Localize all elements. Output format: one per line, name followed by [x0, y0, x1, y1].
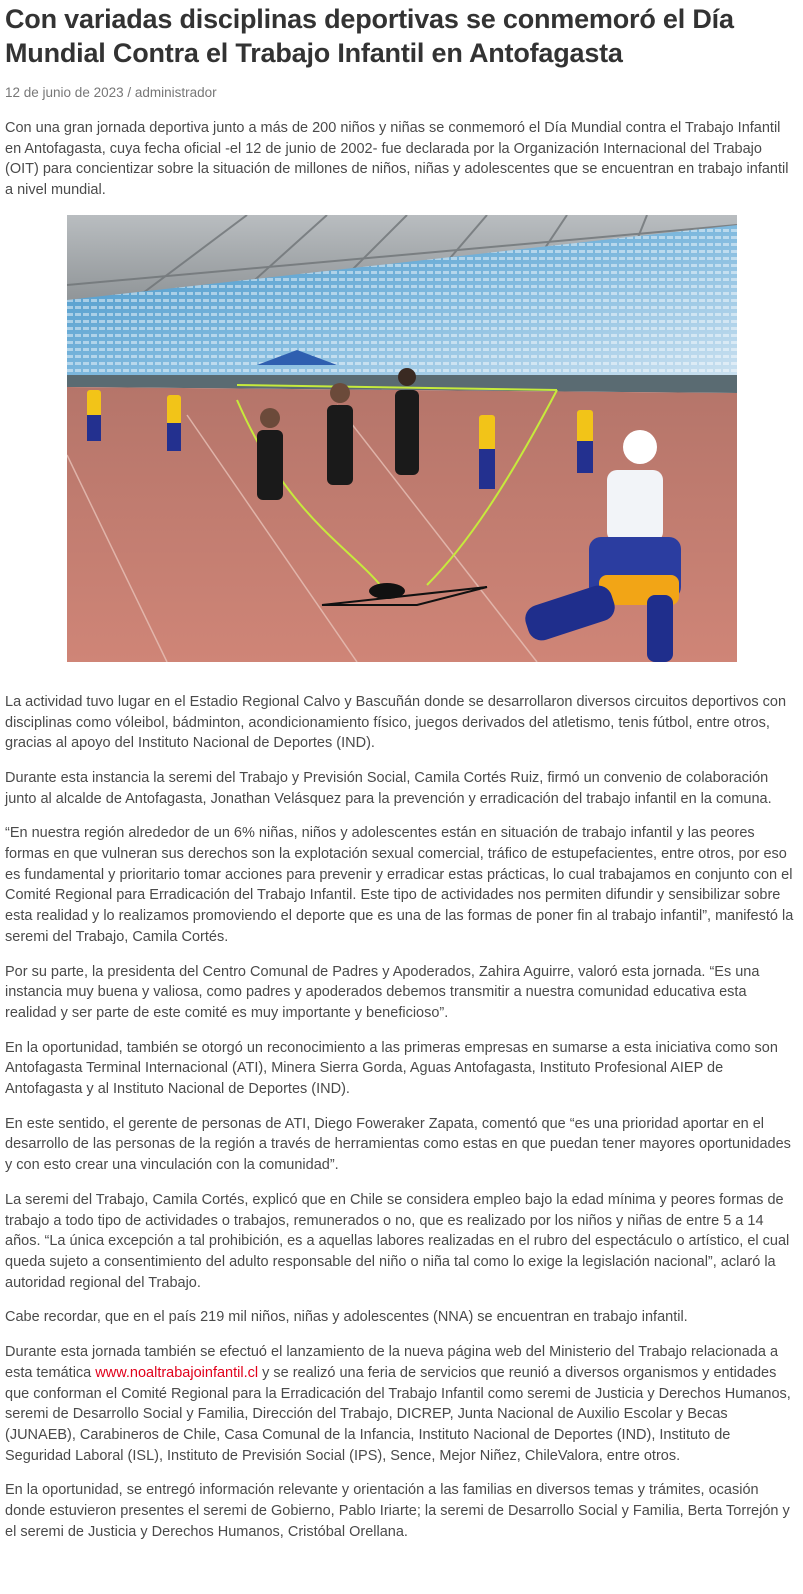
body-paragraph: La actividad tuvo lugar en el Estadio Regional Calvo y Bascuñán donde se desarrollaron diversos circuitos deportivos con disciplinas como vóleibol, bádminton, acondicionamiento físico, juegos derivados del atletismo, tenis fútbol, entre otros, gracias al apoyo del Instituto Nacional de Deportes (IND).: [5, 693, 787, 752]
link-paragraph-before: Durante esta jornada también se efectuó el lanzamiento de la nueva página web del Ministerio del Trabajo relacionada a esta temática: [5, 1344, 779, 1381]
meta-separator: /: [123, 85, 135, 100]
article: [0, 2, 803, 1542]
post-author-link[interactable]: administrador: [134, 85, 217, 100]
body-paragraph: Durante esta instancia la seremi del Trabajo y Previsión Social, Camila Cortés Ruiz, firmó un convenio de colaboración junto al alcalde de Antofagasta, Jonathan Velásquez para la prevención y erradicación del trabajo infantil en la comuna.: [5, 769, 772, 807]
intro-paragraph: Con una gran jornada deportiva junto a más de 200 niños y niñas se conmemoró el Día Mundial contra el Trabajo Infantil en Antofagasta, cuya fecha oficial -el 12 de junio de 2002- fue declarada por la Organización Internacional del Trabajo (OIT) para concientizar sobre la situación de millones de niños, niñas y adolescentes que se encuentran en trabajo infantil a nivel mundial.: [5, 120, 789, 199]
body-paragraph: En este sentido, el gerente de personas de ATI, Diego Foweraker Zapata, comentó que “es una prioridad aportar en el desarrollo de las personas de la región a través de herramientas como estas en que puedan tener mayores oportunidades y con esto crear una vinculación con la comunidad”.: [5, 1115, 791, 1174]
body-paragraph: Por su parte, la presidenta del Centro Comunal de Padres y Apoderados, Zahira Aguirre, valoró esta jornada. “Es una instancia muy buena y valiosa, como padres y apoderados debemos transmitir a nuestra comunidad educativa esta realidad y ser parte de este comité es muy importante y beneficioso”.: [5, 963, 760, 1021]
body-paragraph: “En nuestra región alrededor de un 6% niñas, niños y adolescentes están en situación de trabajo infantil y las peores formas en que vulneran sus derechos son la explotación sexual comercial, tráfico de estupefacientes, entre otros, por eso es fundamental y prioritario tomar acciones para prevenir y erradicar estas prácticas, lo cual trabajamos en conjunto con el Comité Regional para Erradicación del Trabajo Infantil. Este tipo de actividades nos permiten difundir y sensibilizar sobre esta realidad y lo realizamos promoviendo el deporte que es una de las formas de poner fin al trabajo infantil”, manifestó la seremi del Trabajo, Camila Cortés.: [5, 825, 794, 945]
body-paragraph: En la oportunidad, también se otorgó un reconocimiento a las primeras empresas en sumarse a esta iniciativa como son Antofagasta Terminal Internacional (ATI), Minera Sierra Gorda, Aguas Antofagasta, Instituto Profesional AIEP de Antofagasta y al Instituto Nacional de Deportes (IND).: [5, 1039, 778, 1098]
post-date-link[interactable]: 12 de junio de 2023: [5, 85, 124, 100]
body-paragraph: Cabe recordar, que en el país 219 mil niños, niñas y adolescentes (NNA) se encuentran en trabajo infantil.: [5, 1309, 688, 1326]
post-meta: [5, 84, 798, 102]
article-title: Con variadas disciplinas deportivas se conmemoró el Día Mundial Contra el Trabajo Infantil en Antofagasta: [5, 4, 734, 68]
body-paragraph-with-link: [5, 1342, 798, 1466]
closing-paragraph: En la oportunidad, se entregó información relevante y orientación a las familias en diversos temas y trámites, ocasión donde estuvieron presentes el seremi de Gobierno, Pablo Iriarte; la seremi de Desarrollo Social y Familia, Berta Torrejón y el seremi de Justicia y Derechos Humanos, Cristóbal Orellana.: [5, 1482, 790, 1540]
link-paragraph-after: y se realizó una feria de servicios que reunió a diversos organismos y entidades que conforman el Comité Regional para la Erradicación del Trabajo Infantil como seremi de Justicia y Derechos Humanos, seremi de Desarrollo Social y Familia, Dirección del Trabajo, DICREP, Junta Nacional de Auxilio Escolar y Becas (JUNAEB), Carabineros de Chile, Casa Comunal de la Infancia, Instituto Nacional de Deportes (IND), Instituto de Seguridad Laboral (ISL), Instituto de Previsión Social (IPS), Sence, Mejor Niñez, ChileValora, entre otros.: [5, 1364, 791, 1464]
article-photo: [67, 215, 737, 662]
body-paragraph: La seremi del Trabajo, Camila Cortés, explicó que en Chile se considera empleo bajo la edad mínima y peores formas de trabajo a todo tipo de actividades o trabajos, remunerados o no, que es realizado por los niños y niñas de entre 5 a 14 años. “La única excepción a tal prohibición, es a aquellas labores realizadas en el rubro del espectáculo o artístico, el cual queda sujeto a consentimiento del adulto responsable del niño o niña tal como lo exige la legislación nacional”, aclaró la autoridad regional del Trabajo.: [5, 1191, 790, 1291]
noaltrabajoinfantil-link[interactable]: www.noaltrabajoinfantil.cl: [95, 1364, 259, 1381]
